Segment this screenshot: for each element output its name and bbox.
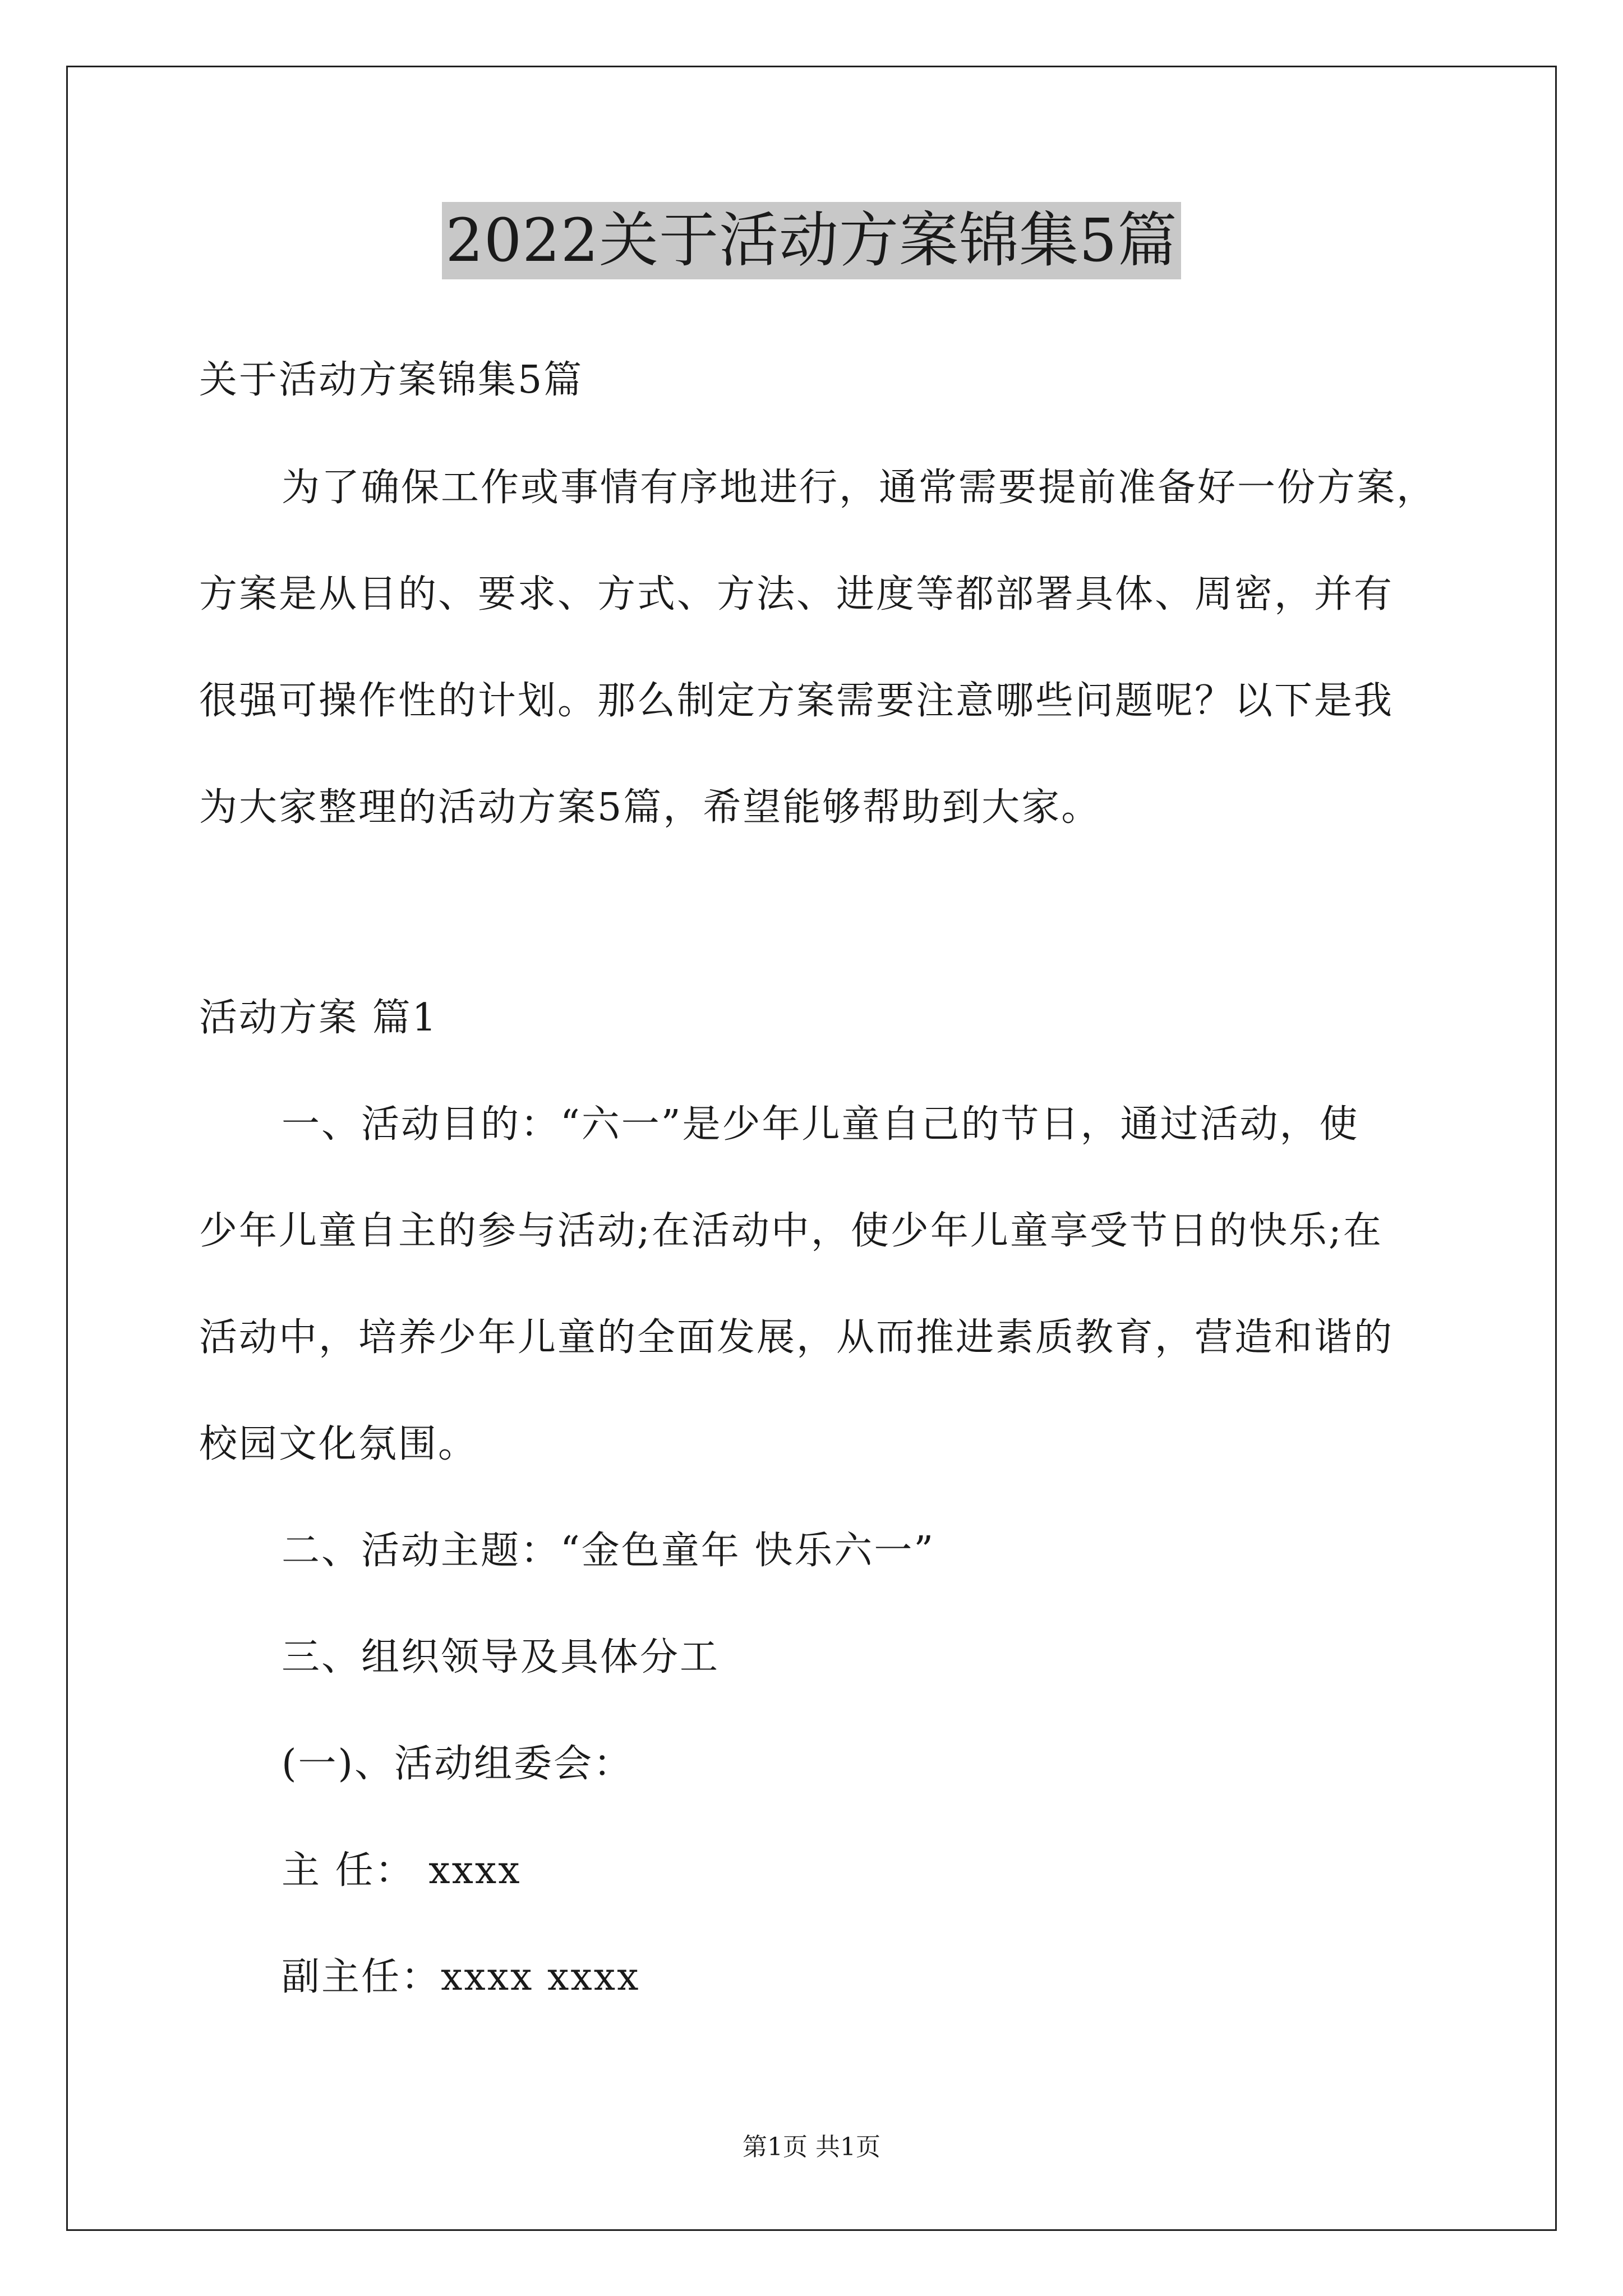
body-line: 校园文化氛围。 [199,1422,478,1466]
body-line: 方案是从目的、要求、方式、方法、进度等都部署具体、周密，并有 [199,572,1394,616]
subtitle-line: 关于活动方案锦集5篇 [199,358,584,402]
body-line: (一)、活动组委会： [282,1742,634,1786]
body-line: 少年儿童自主的参与活动;在活动中，使少年儿童享受节日的快乐;在 [199,1209,1383,1253]
body-line: 很强可操作性的计划。那么制定方案需要注意哪些问题呢？以下是我 [199,679,1394,723]
body-line: 为大家整理的活动方案5篇，希望能够帮助到大家。 [199,785,1101,830]
body-line: 为了确保工作或事情有序地进行，通常需要提前准备好一份方案， [282,466,1437,510]
body-line: 副主任：xxxx xxxx [282,1955,640,1999]
body-line: 一、活动目的：“六一”是少年儿童自己的节日，通过活动，使 [282,1102,1359,1147]
section-heading: 活动方案 篇1 [199,996,438,1040]
page-footer: 第1页 共1页 [743,2133,880,2161]
body-line: 二、活动主题：“金色童年 快乐六一” [282,1529,935,1573]
title-container [0,202,1623,279]
document-title: 2022关于活动方案锦集5篇 [442,202,1181,279]
body-line: 三、组织领导及具体分工 [282,1635,720,1680]
body-line: 主 任： xxxx [282,1848,522,1893]
body-line: 活动中，培养少年儿童的全面发展，从而推进素质教育，营造和谐的 [199,1315,1394,1360]
